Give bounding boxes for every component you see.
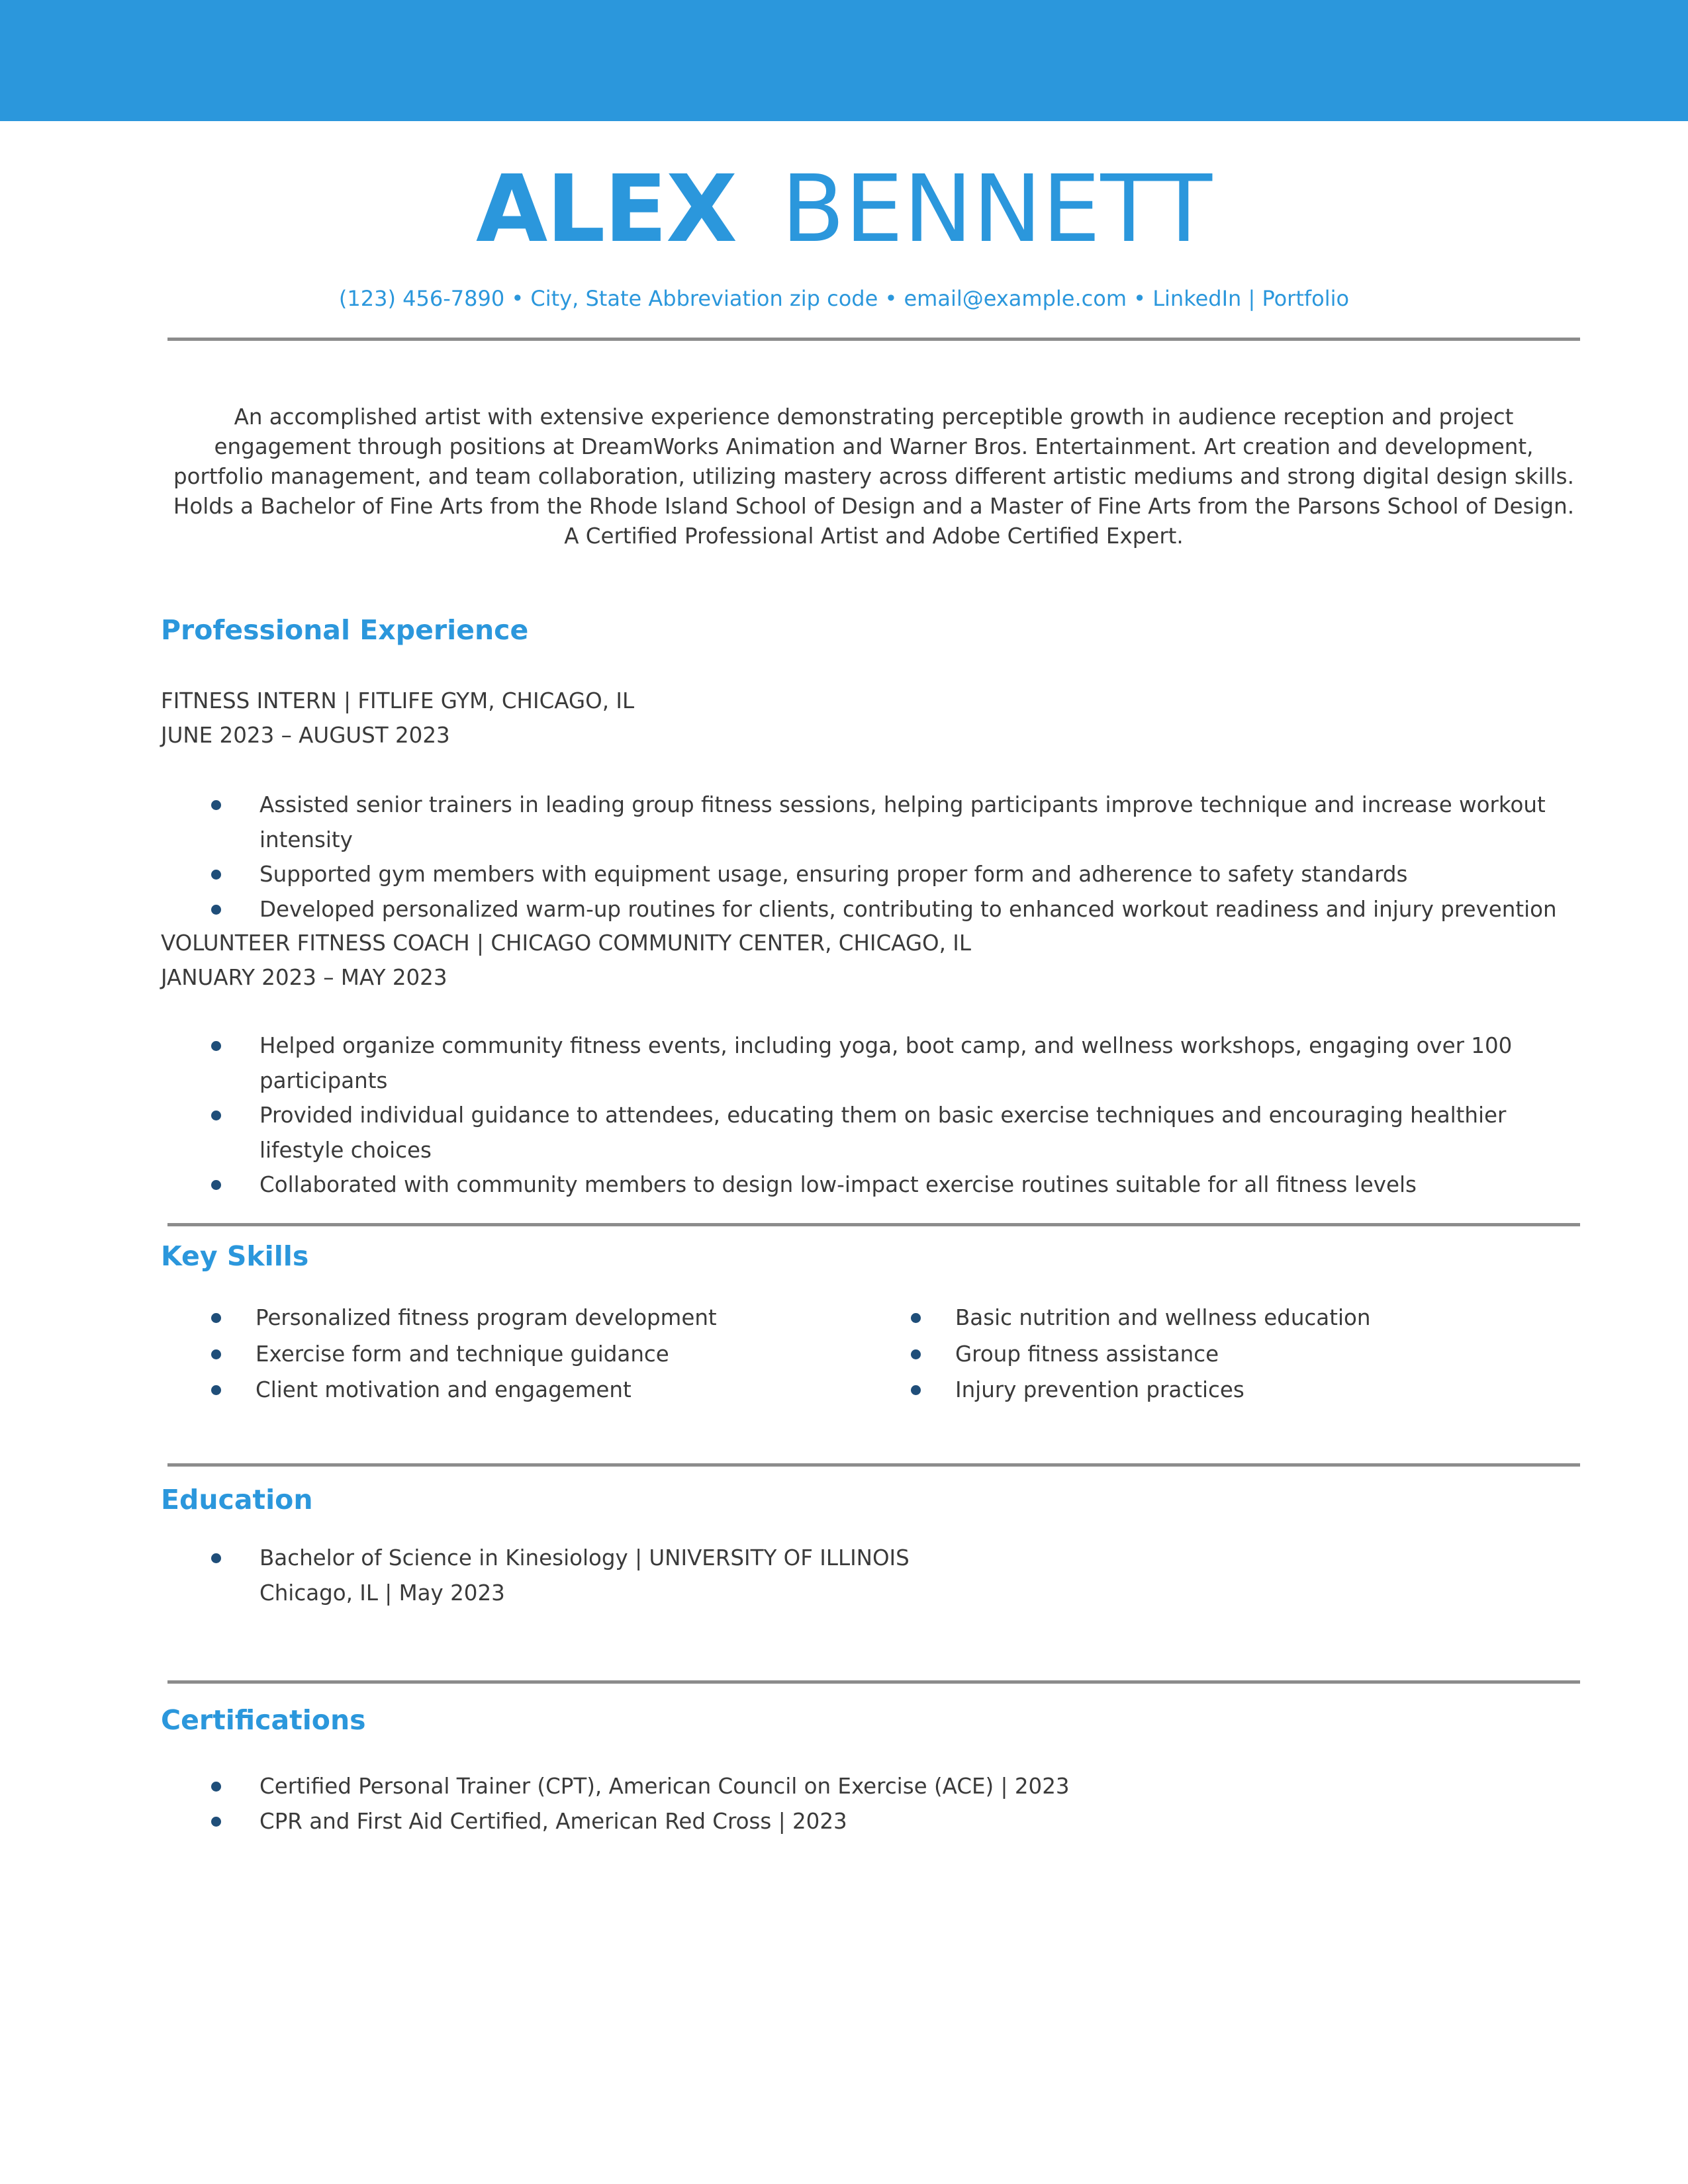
skills-left-column xyxy=(256,1300,717,1408)
section-heading-education: Education xyxy=(161,1484,313,1516)
education-list xyxy=(259,1541,1590,1610)
applicant-name xyxy=(0,154,1688,266)
divider xyxy=(167,1463,1580,1467)
divider xyxy=(167,1680,1580,1684)
list-item xyxy=(259,1541,1590,1610)
job-title: FITNESS INTERN | FITLIFE GYM, CHICAGO, IL xyxy=(161,688,635,713)
list-item: Personalized fitness program development xyxy=(256,1300,717,1336)
list-item: Assisted senior trainers in leading group fitness sessions, helping participants improve technique and increase workout intensity xyxy=(259,788,1590,857)
list-item: Injury prevention practices xyxy=(955,1372,1370,1408)
divider xyxy=(167,1223,1580,1226)
list-item: Collaborated with community members to design low-impact exercise routines suitable for all fitness levels xyxy=(259,1167,1590,1203)
section-heading-experience: Professional Experience xyxy=(161,614,529,646)
job-bullets xyxy=(259,1028,1590,1203)
list-item: Developed personalized warm-up routines for clients, contributing to enhanced workout readiness and injury prevention xyxy=(259,892,1590,927)
education-details: Chicago, IL | May 2023 xyxy=(259,1580,505,1606)
list-item: Group fitness assistance xyxy=(955,1336,1370,1373)
list-item: Provided individual guidance to attendees, educating them on basic exercise techniques and encouraging healthier lifestyle choices xyxy=(259,1098,1590,1167)
divider xyxy=(167,338,1580,341)
job-bullets xyxy=(259,788,1590,927)
contact-line: (123) 456-7890 • City, State Abbreviation zip code • email@example.com • LinkedIn | Portfolio xyxy=(338,286,1350,311)
job-title: VOLUNTEER FITNESS COACH | CHICAGO COMMUNITY CENTER, CHICAGO, IL xyxy=(161,931,971,956)
list-item: Helped organize community fitness events, including yoga, boot camp, and wellness workshops, engaging over 100 participants xyxy=(259,1028,1590,1098)
list-item: Exercise form and technique guidance xyxy=(256,1336,717,1373)
header-banner xyxy=(0,0,1688,121)
list-item: Client motivation and engagement xyxy=(256,1372,717,1408)
certifications-list xyxy=(259,1769,1590,1839)
list-item: Certified Personal Trainer (CPT), American Council on Exercise (ACE) | 2023 xyxy=(259,1769,1590,1804)
first-name: ALEX xyxy=(475,156,737,263)
degree: Bachelor of Science in Kinesiology | UNIVERSITY OF ILLINOIS xyxy=(259,1545,910,1570)
section-heading-skills: Key Skills xyxy=(161,1240,309,1272)
section-heading-certifications: Certifications xyxy=(161,1704,366,1736)
summary-paragraph: An accomplished artist with extensive experience demonstrating perceptible growth in audience reception and project engagement through positions at DreamWorks Animation and Warner Bros. Entertainment. Art creation and development, portfolio management, and team collaboration, utilizing mastery across different artistic mediums and strong digital design skills. Holds a Bachelor of Fine Arts from the Rhode Island School of Design and a Master of Fine Arts from the Parsons School of Design. A Certified Professional Artist and Adobe Certified Expert. xyxy=(173,404,1575,549)
job-dates: JANUARY 2023 – MAY 2023 xyxy=(161,965,447,990)
list-item: Basic nutrition and wellness education xyxy=(955,1300,1370,1336)
last-name: BENNETT xyxy=(781,156,1213,263)
list-item: Supported gym members with equipment usage, ensuring proper form and adherence to safety standards xyxy=(259,857,1590,892)
skills-right-column xyxy=(955,1300,1370,1408)
list-item: CPR and First Aid Certified, American Red Cross | 2023 xyxy=(259,1804,1590,1839)
job-dates: JUNE 2023 – AUGUST 2023 xyxy=(161,723,450,748)
